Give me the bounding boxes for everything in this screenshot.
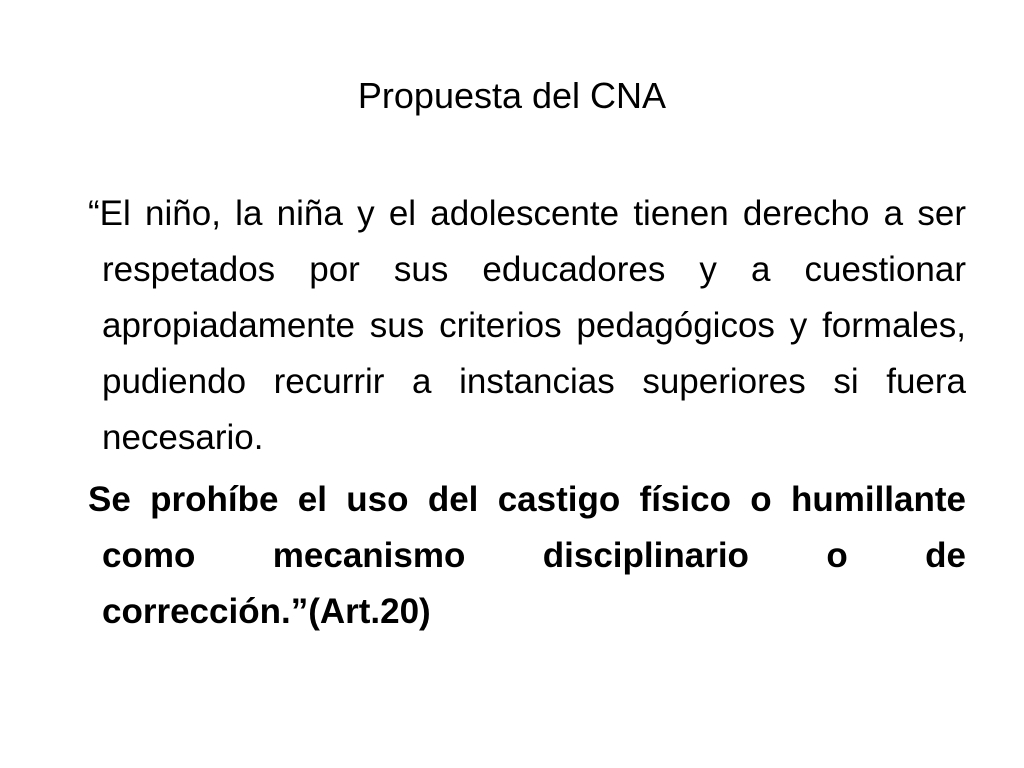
slide-title: Propuesta del CNA xyxy=(357,75,667,116)
prohibition-paragraph: Se prohíbe el uso del castigo físico o humillante como mecanismo disciplinario o de corrección.”(Art.20) xyxy=(88,480,966,631)
quote-paragraph: “El niño, la niña y el adolescente tienen derecho a ser respetados por sus educadores y a cuestionar apropiadamente sus criterios pedagógicos y formales, pudiendo recurrir a instancias superiores si fuera necesario. xyxy=(88,194,966,457)
slide-body xyxy=(88,186,966,640)
